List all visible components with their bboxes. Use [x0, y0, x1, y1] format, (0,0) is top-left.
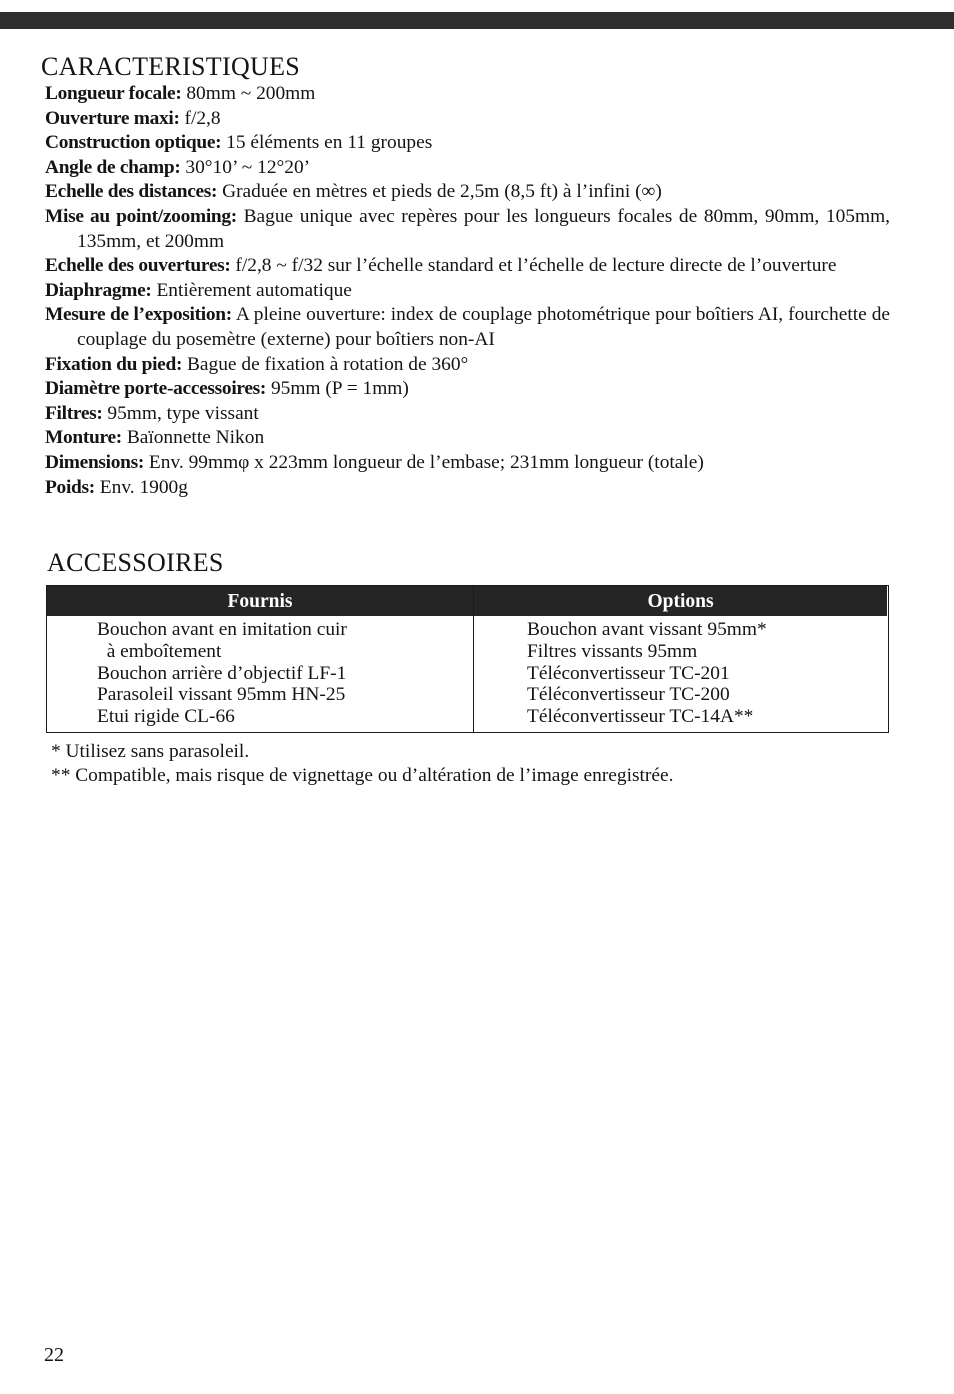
options-header: Options — [474, 586, 887, 616]
spec-value: Baïonnette Nikon — [126, 427, 265, 449]
accessories-title: ACCESSOIRES — [47, 548, 224, 577]
spec-tripod-mount — [45, 353, 890, 378]
page-number: 22 — [44, 1344, 64, 1366]
supplied-header: Fournis — [47, 586, 473, 616]
spec-value: 30°10’ ~ 12°20’ — [185, 156, 311, 178]
list-item: Bouchon avant vissant 95mm* — [527, 619, 767, 640]
spec-value: f/2,8 — [184, 107, 221, 129]
spec-distance-scale — [45, 180, 890, 205]
spec-value: Env. 1900g — [99, 476, 188, 498]
options-column — [474, 586, 887, 732]
supplied-list — [47, 616, 473, 728]
accessories-table — [46, 585, 889, 733]
spec-value: Bague de fixation à rotation de 360° — [187, 353, 469, 375]
spec-label: Fixation du pied: — [45, 353, 183, 375]
list-item: Etui rigide CL-66 — [97, 706, 235, 728]
spec-label: Poids: — [45, 476, 95, 498]
spec-value: 95mm (P = 1mm) — [270, 378, 409, 400]
spec-label: Dimensions: — [45, 451, 145, 473]
options-list — [474, 616, 887, 728]
list-item: Téléconvertisseur TC-201 — [527, 662, 730, 684]
spec-angle-of-view — [45, 156, 890, 181]
spec-label: Diamètre porte-accessoires: — [45, 378, 267, 400]
spec-exposure-measurement — [45, 303, 890, 352]
spec-value: f/2,8 ~ f/32 sur l’échelle standard et l’échelle de lecture directe de l’ouverture — [235, 255, 837, 277]
spec-label: Mesure de l’exposition: — [45, 304, 232, 326]
spec-label: Mise au point/zooming: — [45, 205, 237, 227]
spec-label: Monture: — [45, 427, 122, 449]
supplied-column — [47, 586, 474, 732]
spec-attachment-size — [45, 377, 890, 402]
list-item: Bouchon arrière d’objectif LF-1 — [97, 662, 347, 684]
list-item: Filtres vissants 95mm — [527, 640, 698, 662]
spec-value: 95mm, type vissant — [107, 402, 259, 424]
list-item: Téléconvertisseur TC-14A** — [527, 706, 754, 728]
spec-focusing-zooming — [45, 205, 890, 254]
spec-label: Filtres: — [45, 402, 103, 424]
footnotes — [51, 740, 673, 788]
spec-value: A pleine ouverture: index de couplage photométrique pour boîtiers AI, fourchette de couplage du posemètre (externe) pour boîtiers non-AI — [77, 304, 890, 350]
specifications-list — [45, 82, 890, 500]
list-item: Téléconvertisseur TC-200 — [527, 684, 730, 706]
spec-focal-length — [45, 82, 890, 107]
footnote: * Utilisez sans parasoleil. — [51, 741, 250, 762]
spec-value: Bague unique avec repères pour les longueurs focales de 80mm, 90mm, 105mm, 135mm, et 200mm — [77, 205, 890, 252]
spec-value: Entièrement automatique — [156, 279, 352, 301]
specifications-title: CARACTERISTIQUES — [41, 52, 301, 81]
spec-label: Echelle des ouvertures: — [45, 255, 231, 277]
spec-label: Construction optique: — [45, 132, 222, 154]
spec-weight — [45, 476, 890, 501]
spec-label: Echelle des distances: — [45, 181, 218, 203]
list-item: Parasoleil vissant 95mm HN-25 — [97, 684, 346, 706]
spec-label: Longueur focale: — [45, 83, 182, 104]
list-item: Bouchon avant en imitation cuir — [97, 619, 347, 640]
spec-optical-construction — [45, 131, 890, 156]
footnote: ** Compatible, mais risque de vignettage ou d’altération de l’image enregistrée. — [51, 765, 674, 786]
spec-label: Diaphragme: — [45, 279, 152, 301]
spec-value: 15 éléments en 11 groupes — [226, 132, 433, 154]
top-bar — [0, 12, 954, 29]
spec-max-aperture — [45, 107, 890, 132]
spec-dimensions — [45, 451, 890, 476]
spec-label: Angle de champ: — [45, 156, 181, 178]
spec-value: Graduée en mètres et pieds de 2,5m (8,5 ft) à l’infini (∞) — [222, 181, 662, 203]
spec-value: 80mm ~ 200mm — [186, 83, 316, 104]
list-item: à emboîtement — [97, 640, 222, 662]
spec-mount — [45, 426, 890, 451]
spec-diaphragm — [45, 279, 890, 304]
spec-aperture-scale — [45, 254, 890, 279]
spec-filters — [45, 402, 890, 427]
spec-label: Ouverture maxi: — [45, 107, 180, 129]
spec-value: Env. 99mmφ x 223mm longueur de l’embase; 231mm longueur (totale) — [148, 451, 704, 473]
